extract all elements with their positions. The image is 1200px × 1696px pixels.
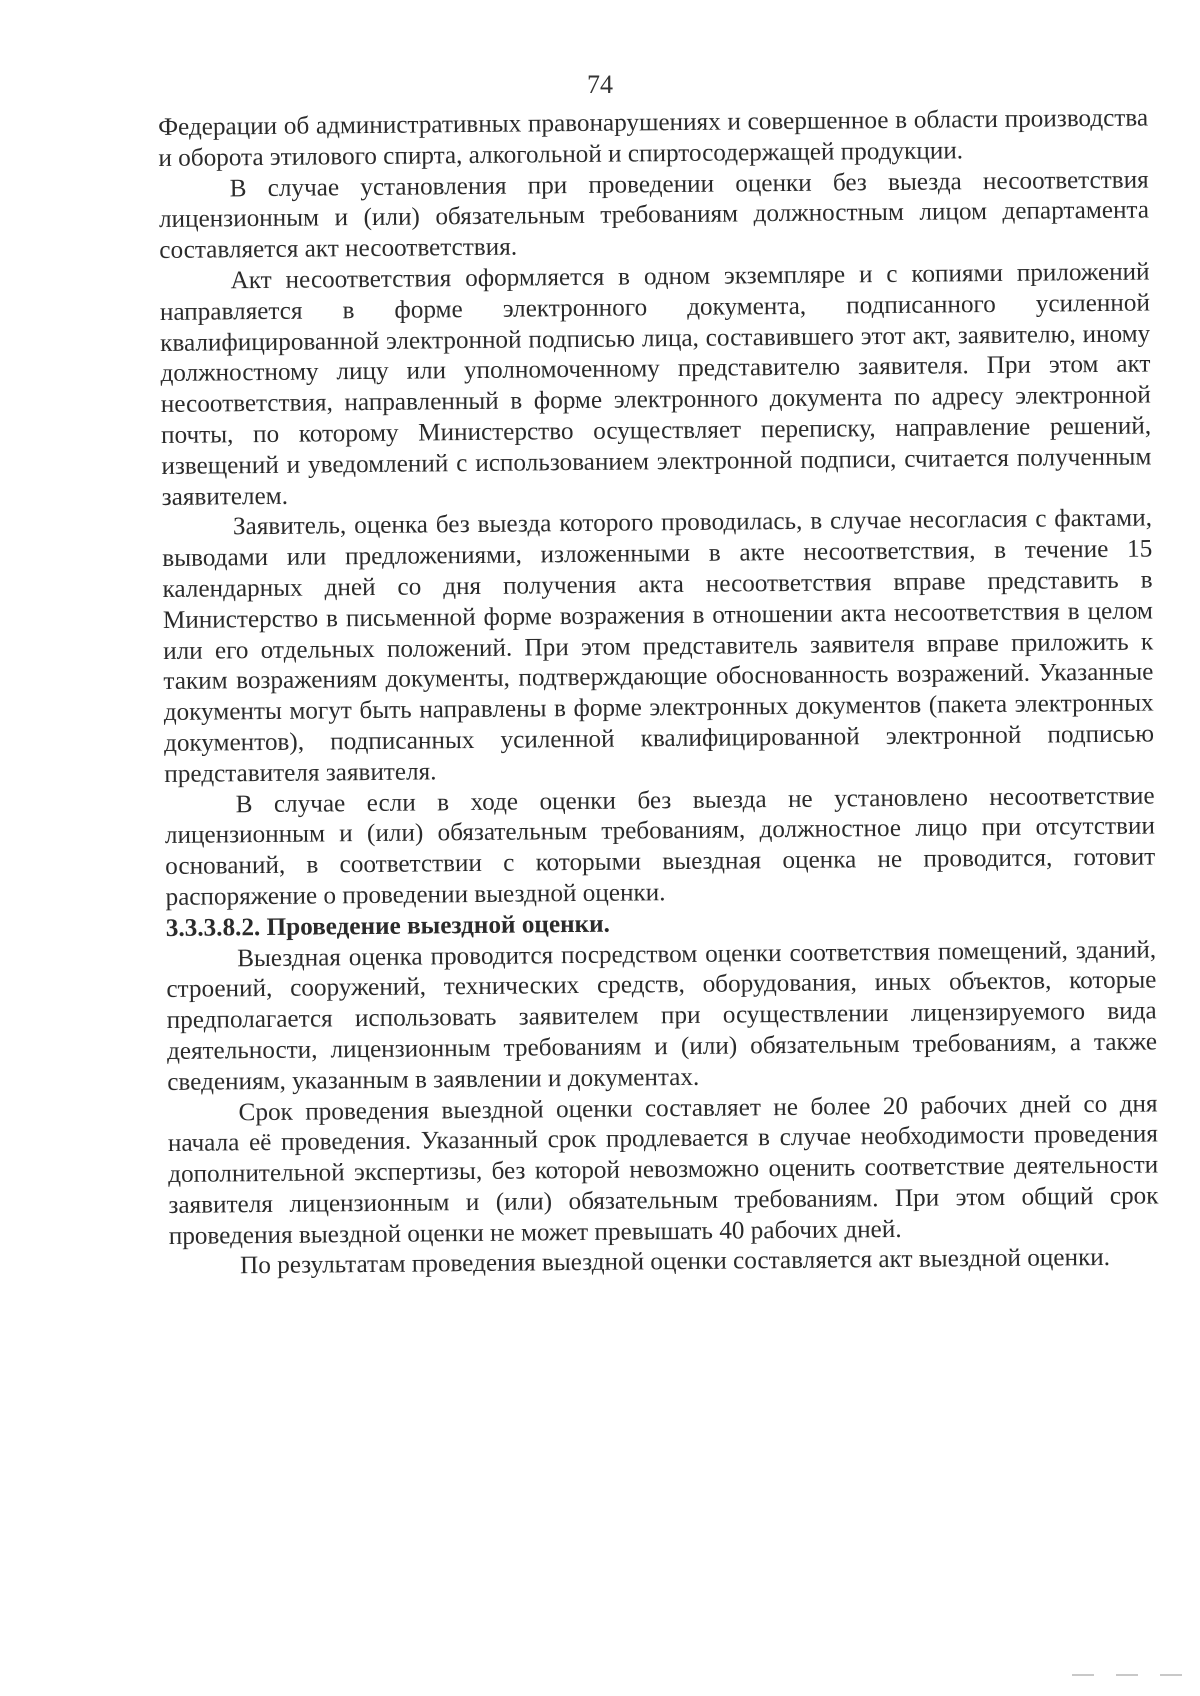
paragraph-1: Федерации об административных правонарушениях и совершенное в области производства и оборота этилового спирта, алкогольной и спиртосодержащей продукции. <box>158 104 1149 172</box>
scan-mark <box>1116 1674 1138 1676</box>
scan-edge-marks <box>1072 1674 1182 1676</box>
document-body <box>158 103 1159 1283</box>
page-number: 74 <box>587 70 613 99</box>
paragraph-2: В случае установления при проведении оценки без выезда несоответствия лицензионным и (или) обязательным требованиям должностным лицом департамента составляется акт несоответствия. <box>158 166 1150 265</box>
scan-mark <box>1160 1674 1182 1676</box>
paragraph-6: Выездная оценка проводится посредством оценки соответствия помещений, зданий, строений, сооружений, технических средств, оборудования, иных объектов, которые предполагается использовать заявителем при осуществлении лицензируемого вида деятельности, лицензионным требованиям и (или) обязательным требованиям, а также сведениям, указанным в заявлении и документах. <box>166 935 1158 1096</box>
paragraph-5: В случае если в ходе оценки без выезда не установлено несоответствие лицензионным и (или) обязательным требованиям, должностное лицо при отсутствии оснований, в соответствии с которыми выездная оценка не проводится, готовит распоряжение о проведении выездной оценки. <box>164 781 1156 911</box>
paragraph-8: По результатам проведения выездной оценки составляется акт выездной оценки. <box>239 1244 1111 1280</box>
section-heading: 3.3.3.8.2. Проведение выездной оценки. <box>165 910 611 942</box>
paragraph-7: Срок проведения выездной оценки составляет не более 20 рабочих дней со дня начала её проведения. Указанный срок продлевается в случае необходимости проведения дополнительной экспертизы, без которой невозможно оценить соответствие деятельности заявителя лицензионным и (или) обязательным требованиям. При этом общий срок проведения выездной оценки не может превышать 40 рабочих дней. <box>167 1089 1159 1250</box>
paragraph-4: Заявитель, оценка без выезда которого проводилась, в случае несогласия с фактами, выводами или предложениями, изложенными в акте несоответствия, в течение 15 календарных дней со дня получения акта несоответствия вправе представить в Министерство в письменной форме возражения в отношении акта несоответствия в целом или его отдельных положений. При этом представитель заявителя вправе приложить к таким возражениям документы, подтверждающие обоснованность возражений. Указанные документы могут быть направлены в форме электронных документов (пакета электронных документов), подписанных усиленной квалифицированной электронной подписью представителя заявителя. <box>162 504 1155 788</box>
paragraph-3: Акт несоответствия оформляется в одном экземпляре и с копиями приложений направляется в форме электронного документа, подписанного усиленной квалифицированной электронной подписью лица, составившего этот акт, заявителю, иному должностному лицу или уполномоченному представителю заявителя. При этом акт несоответствия, направленный в форме электронного документа по адресу электронной почты, по которому Министерство осуществляет переписку, направление решений, извещений и уведомлений с использованием электронной подписи, считается полученным заявителем. <box>159 258 1152 511</box>
scan-mark <box>1072 1674 1094 1676</box>
